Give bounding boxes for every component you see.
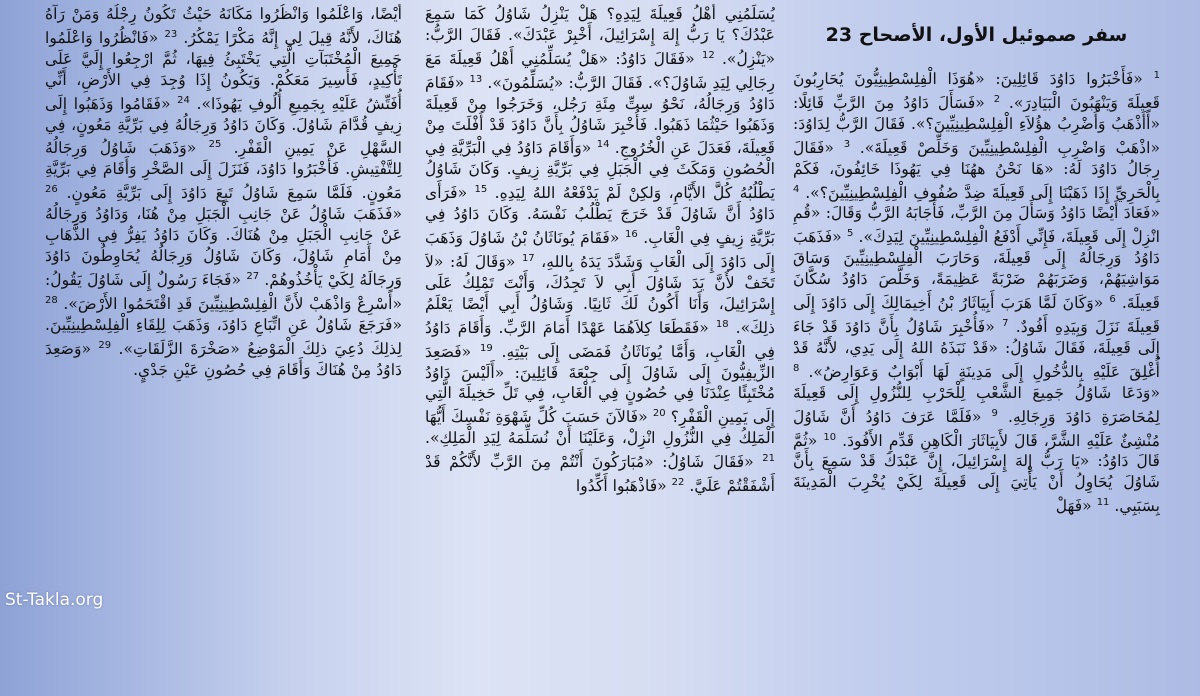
verse-text: «فَقَالَ دَاوُدُ: «هَلْ يُسَلِّمُنِي أَهْلُ قَعِيلَةَ مَعَ رِجَالِي لِيَدِ شَاوُلَ؟». فَقَالَ الرَّبُّ: «يُسَلِّمُونَ». — [425, 49, 775, 92]
verse-number: 29 — [98, 339, 112, 351]
verse-text: «فَقَالَ رِجَالُ دَاوُدَ لَهُ: «هَا نَحْنُ ههُنَا فِي يَهُوذَا خَائِفُونَ، فَكَمْ بِالْحَرِيِّ إِذَا ذَهَبْنَا إِلَى قَعِيلَةَ ضِدَّ صُفُوفِ الْفِلِسْطِينِيِّينَ؟». — [793, 138, 1160, 202]
verse-number: 17 — [521, 252, 535, 264]
verse-number: 10 — [823, 431, 837, 443]
verse-text: «فَهَلْ — [1055, 497, 1092, 516]
verse-number: 1 — [1153, 70, 1160, 81]
verse-text: «فَلَمَّا عَرَفَ دَاوُدُ أَنَّ شَاوُلَ مُنْشِئٌ عَلَيْهِ الشَّرَّ، قَالَ لأَبِيَاثَارَ الْكَاهِنِ قَدِّمِ الأَفُودَ. — [793, 407, 1160, 450]
verse-text: «فَالآنَ حَسَبَ كُلِّ شَهْوَةِ نَفْسِكَ أَيُّهَا الْمَلِكُ فِي النُّزُولِ انْزِلْ، وَعَلَيْنَا أَنْ نُسَلِّمَهُ لِيَدِ الْمَلِكِ». — [425, 408, 775, 448]
verse-text: «وَكَانَ لَمَّا هَرَبَ أَبِيَاثَارُ بْنُ أَخِيمَالِكَ إِلَى دَاوُدَ إِلَى قَعِيلَةَ نَزَلَ وَبِيَدِهِ أَفُودٌ. — [793, 294, 1160, 336]
verse-number: 28 — [45, 294, 58, 306]
verse-text: «فَقَالَ شَاوُلُ: «مُبَارَكُونَ أَنْتُمْ مِنَ الرَّبِّ لأَنَّكُمْ قَدْ أَشْفَقْتُمْ عَلَيَّ. — [425, 453, 775, 496]
verse-number: 22 — [671, 477, 685, 489]
verse-text: «فَأُخْبِرَ شَاوُلُ بِأَنَّ دَاوُدَ قَدْ جَاءَ إِلَى قَعِيلَةَ، فَقَالَ شَاوُلُ: «قَدْ نَبَذَهُ اللهُ إِلَى يَدِي، لأَنَّهُ قَدْ أُغْلِقَ عَلَيْهِ بِالدُّخُولِ إِلَى مَدِينَةٍ لَهَا أَبْوَابٌ وَعَوَارِضُ». — [793, 317, 1160, 381]
verse — [1056, 497, 1110, 515]
verse-number: 16 — [624, 229, 638, 241]
verse-text: «فَجَاءَ رَسُولٌ إِلَى شَاوُلَ يَقُولُ: «أَسْرِعْ وَاذْهَبْ لأَنَّ الْفِلِسْطِينِيِّينَ قَدِ اقْتَحَمُوا الأَرْضَ». — [45, 270, 402, 313]
verse-number: 26 — [45, 184, 58, 196]
verse-text: «وَأَقَامَ دَاوُدُ فِي الْبَرِّيَّةِ فِي الْحُصُونِ وَمَكَثَ فِي الْجَبَلِ فِي بَرِّيَّةِ زِيفٍ. وَكَانَ شَاوُلُ يَطْلُبُهُ كُلَّ الأَيَّامِ، وَلكِنْ لَمْ يَدْفَعْهُ اللهُ لِيَدِهِ. — [425, 139, 775, 203]
verse-text: «فَقَامَ دَاوُدُ وَرِجَالُهُ، نَحْوُ سِتِّ مِئَةِ رَجُل، وَخَرَجُوا مِنْ قَعِيلَةَ وَذَهَبُوا حَيْثُمَا ذَهَبُوا. فَأُخْبِرَ شَاوُلُ بِأَنَّ دَاوُدَ قَدْ أَفْلَتَ مِنْ قَعِيلَةَ، فَعَدَلَ عَنِ الْخُرُوجِ. — [425, 73, 775, 158]
verse-text: «فَرَأَى دَاوُدُ أَنَّ شَاوُلَ قَدْ خَرَجَ يَطْلُبُ نَفْسَهُ. وَكَانَ دَاوُدُ فِي بَرِّيَّةِ زِيفٍ فِي الْغَابِ. — [425, 184, 775, 248]
text-column-left — [45, 4, 402, 634]
verse-text: «فَرَجَعَ شَاوُلُ عَنِ اتِّبَاعِ دَاوُدَ، وَذَهَبَ لِلِقَاءِ الْفِلِسْطِينِيِّينَ. لِذلِكَ دُعِيَ ذلِكَ الْمَوْضِعُ «صَخْرَةَ الزَّلَقَاتِ». — [45, 315, 402, 358]
verse-number: 23 — [164, 28, 178, 40]
verse-text: «ثُمَّ قَالَ دَاوُدُ: «يَا رَبُّ إِلهَ إِسْرَائِيلَ، إِنَّ عَبْدَكَ قَدْ سَمِعَ بِأَنَّ شَاوُلَ يُحَاوِلُ أَنْ يَأْتِيَ إِلَى قَعِيلَةَ لِكَيْ يُخْرِبَ الْمَدِينَةَ بِسَبَبِي. — [793, 431, 1160, 516]
verse-number: 15 — [474, 184, 488, 196]
verse-text: «فَسَأَلَ دَاوُدُ مِنَ الرَّبِّ قَائِلًا: «أَأَذْهَبُ وَأَضْرِبُ هؤُلاَءِ الْفِلِسْطِينِيِّينَ؟». فَقَالَ الرَّبُّ لِدَاوُدَ: «اذْهَبْ وَاضْرِبِ الْفِلِسْطِينِيِّينَ وَخَلِّصْ قَعِيلَةَ». — [793, 93, 1160, 157]
verse-number: 14 — [596, 139, 610, 151]
verse-text: «وَصَعِدَ دَاوُدُ مِنْ هُنَاكَ وَأَقَامَ فِي حُصُونِ عَيْنِ جَدْيٍ. — [45, 339, 402, 379]
verse-number: 4 — [793, 183, 800, 195]
verse-number: 12 — [701, 49, 715, 61]
verse-number: 18 — [715, 318, 729, 330]
verse-number: 3 — [843, 138, 851, 150]
verse-number: 19 — [480, 342, 493, 354]
verse-text: «فَذَهَبَ شَاوُلُ عَنْ جَانِبِ الْجَبَلِ مِنْ هُنَا، وَدَاوُدُ وَرِجَالُهُ عَنْ جَانِبِ الْجَبَلِ مِنْ هُنَاكَ. وَكَانَ دَاوُدُ يَفِرُّ فِي الذَّهَابِ مِنْ أَمَامِ شَاوُلَ، وَكَانَ شَاوُلُ وَرِجَالُهُ يُحَاوِطُونَ دَاوُدَ وَرِجَالَهُ لِكَيْ يَأْخُذُوهُمْ. — [45, 205, 402, 289]
verse-number: 5 — [846, 228, 854, 240]
verse-text: «وَدَعَا شَاوُلُ جَمِيعَ الشَّعْبِ لِلْحَرْبِ لِلنُّزُولِ إِلَى قَعِيلَةَ لِمُحَاصَرَةِ دَاوُدَ وَرِجَالِهِ. — [793, 383, 1160, 426]
verse-text: «وَذَهَبَ شَاوُلُ وَرِجَالُهُ لِلتَّفْتِيشِ. فَأَخْبَرُوا دَاوُدَ، فَنَزَلَ إِلَى الصَّخْرِ وَأَقَامَ فِي بَرِّيَّةِ مَعُونٍ. فَلَمَّا سَمِعَ شَاوُلُ تَبِعَ دَاوُدَ إِلَى بَرِّيَّةِ مَعُونٍ. — [45, 139, 402, 203]
verse-text: «فَعَادَ أَيْضًا دَاوُدُ وَسَأَلَ مِنَ الرَّبِّ، فَأَجَابَهُ الرَّبُّ وَقَالَ: «قُمِ انْزِلْ إِلَى قَعِيلَةَ، فَإِنِّي أَدْفَعُ الْفِلِسْطِينِيِّينَ لِيَدِكَ». — [793, 204, 1160, 247]
verse-number: 11 — [1096, 497, 1110, 509]
verse — [576, 477, 684, 495]
verse-text: يُسَلِّمُنِي أَهْلُ قَعِيلَةَ لِيَدِهِ؟ هَلْ يَنْزِلُ شَاوُلُ كَمَا سَمِعَ عَبْدُكَ؟ يَا رَبُّ إِلهَ إِسْرَائِيلَ، أَخْبِرْ عَبْدَكَ». فَقَالَ الرَّبُّ: «يَنْزِلُ». — [425, 5, 775, 68]
text-column-middle — [425, 4, 775, 634]
verse-text: «فَقَامُوا وَذَهَبُوا إِلَى زِيفٍ قُدَّامَ شَاوُلَ. وَكَانَ دَاوُدُ وَرِجَالُهُ فِي بَرِّيَّةِ مَعُونٍ، فِي السَّهْلِ عَنْ يَمِينِ الْقَفْرِ. — [45, 94, 402, 158]
chapter-heading: سفر صموئيل الأول، الأصحاح 23 — [825, 24, 1128, 46]
verse-number: 8 — [793, 362, 800, 374]
verse-number: 25 — [208, 139, 222, 151]
verse-text: «فَصَعِدَ الزِّيفِيُّونَ إِلَى شَاوُلَ إِلَى جِبْعَةَ قَائِلِينَ: «أَلَيْسَ دَاوُدُ مُخْتَبِئًا عِنْدَنَا فِي حُصُونٍ فِي الْغَابِ، فِي تَلِّ حَخِيلَةَ الَّتِي إِلَى يَمِينِ الْقَفْرِ؟ — [425, 342, 775, 427]
verse-text: «فَاذْهَبُوا أَكِّدُوا — [575, 477, 667, 496]
verse-number: 13 — [469, 73, 483, 85]
verse-number: 2 — [993, 93, 1001, 105]
verse-number: 7 — [1002, 317, 1009, 329]
verse-text: «فَقَطَعَا كِلاَهُمَا عَهْدًا أَمَامَ الرَّبِّ. وَأَقَامَ دَاوُدُ فِي الْغَابِ، وَأَمَّا يُونَاثَانُ فَمَضَى إِلَى بَيْتِهِ. — [425, 318, 775, 361]
verse-number: 21 — [762, 453, 775, 465]
verse-text: «فَأَخْبَرُوا دَاوُدَ قَائِلِينَ: «هُوَذَا الْفِلِسْطِينِيُّونَ يُحَارِبُونَ قَعِيلَةَ وَيَنْهَبُونَ الْبَيَادِرَ». — [793, 70, 1160, 112]
text-column-right — [793, 26, 1160, 696]
verse-text: «فَذَهَبَ دَاوُدُ وَرِجَالُهُ إِلَى قَعِيلَةَ، وَحَارَبَ الْفِلِسْطِينِيِّينَ وَسَاقَ مَوَاشِيَهُمْ، وَضَرَبَهُمْ ضَرْبَةً عَظِيمَةً، وَخَلَّصَ دَاوُدُ سُكَّانَ قَعِيلَةَ. — [793, 228, 1160, 313]
verse-text: «وَقَالَ لَهُ: «لاَ تَخَفْ لأَنَّ يَدَ شَاوُلَ أَبِي لاَ تَجِدُكَ، وَأَنْتَ تَمْلِكُ عَلَى إِسْرَائِيلَ، وَأَنَا أَكُونُ لَكَ ثَانِيًا. وَشَاوُلُ أَبِي أَيْضًا يَعْلَمُ ذلِكَ». — [425, 252, 775, 337]
verse-number: 9 — [991, 407, 998, 419]
verse-number: 6 — [1109, 294, 1116, 306]
verse-text: «فَقَامَ يُونَاثَانُ بْنُ شَاوُلَ وَذَهَبَ إِلَى دَاوُدَ إِلَى الْغَابِ وَشَدَّدَ يَدَهُ بِاللهِ، — [425, 229, 775, 271]
verse-number: 27 — [246, 270, 260, 282]
site-watermark: St-Takla.org — [5, 590, 104, 610]
verse-text: أَيْضًا، وَاعْلَمُوا وَانْظُرُوا مَكَانَهُ حَيْثُ تَكُونُ رِجْلُهُ وَمَنْ رَآهُ هُنَاكَ، لأَنَّهُ قِيلَ لِي إِنَّهُ مَكْرًا يَمْكُرُ. — [45, 5, 402, 47]
verse-number: 20 — [652, 408, 666, 420]
verse-text: «فَانْظُرُوا وَاعْلَمُوا جَمِيعَ الْمُخْتَبَآتِ الَّتِي يَخْتَبِئُ فِيهَا، ثُمَّ ارْجِعُوا إِلَيَّ عَلَى تَأْكِيدٍ، فَأَسِيرَ مَعَكُمْ. وَيَكُونُ إِذَا وُجِدَ فِي الأَرْضِ، أَنِّي أُفَتِّشُ عَلَيْهِ بِجَمِيعِ أُلُوفِ يَهُوذَا». — [45, 28, 402, 113]
verse-number: 24 — [177, 94, 190, 106]
